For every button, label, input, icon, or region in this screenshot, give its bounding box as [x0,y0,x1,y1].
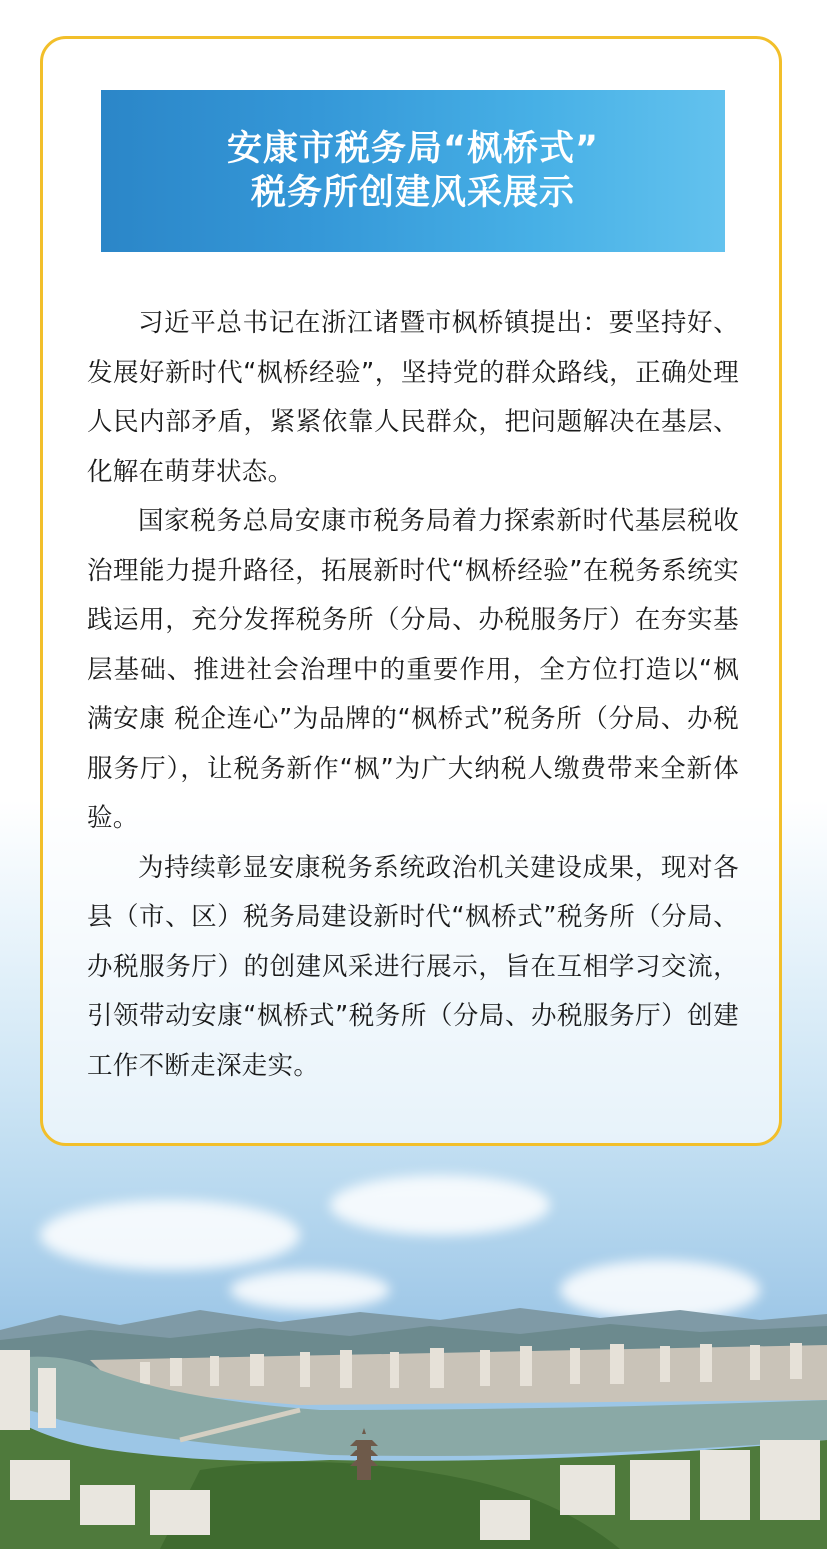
article-body [87,299,739,1091]
title-line-1: 安康市税务局“枫桥式” [226,129,599,169]
title-banner [101,90,725,252]
paragraph-2: 国家税务总局安康市税务局着力探索新时代基层税收治理能力提升路径，拓展新时代“枫桥经验”在税务系统实践运用，充分发挥税务所（分局、办税服务厅）在夯实基层基础、推进社会治理中的重要作用，全方位打造以“枫满安康 税企连心”为品牌的“枫桥式”税务所（分局、办税服务厅），让税务新作“枫”为广大纳税人缴费带来全新体验。 [87,506,739,833]
title-line-2: 税务所创建风采展示 [250,173,575,213]
city-river-panorama [0,1290,827,1549]
paragraph-1: 习近平总书记在浙江诸暨市枫桥镇提出：要坚持好、发展好新时代“枫桥经验”，坚持党的群众路线，正确处理人民内部矛盾，紧紧依靠人民群众，把问题解决在基层、化解在萌芽状态。 [87,308,739,487]
cloud [40,1200,300,1270]
paragraph-3: 为持续彰显安康税务系统政治机关建设成果，现对各县（市、区）税务局建设新时代“枫桥式”税务所（分局、办税服务厅）的创建风采进行展示，旨在互相学习交流，引领带动安康“枫桥式”税务所（分局、办税服务厅）创建工作不断走深走实。 [87,852,739,1081]
cloud [330,1175,550,1235]
